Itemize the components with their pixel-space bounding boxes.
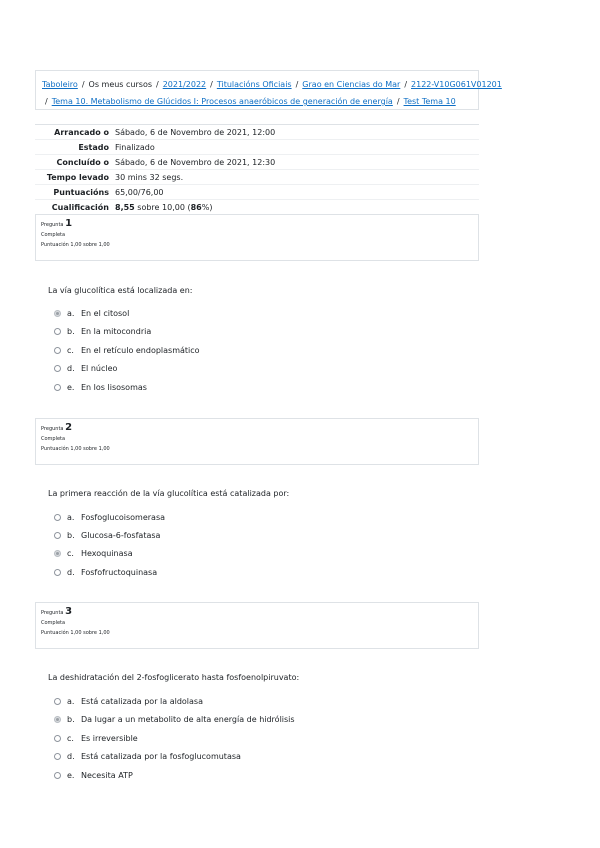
summary-label: Arrancado o bbox=[54, 127, 109, 137]
summary-label: Concluído o bbox=[56, 157, 109, 167]
summary-row-state bbox=[35, 140, 479, 155]
summary-row-started bbox=[35, 125, 479, 140]
answer-option[interactable]: a. Fosfoglucoisomerasa bbox=[54, 511, 165, 523]
breadcrumb-separator: / bbox=[396, 97, 400, 106]
grade-percent: 86 bbox=[190, 202, 202, 212]
radio-icon bbox=[54, 753, 61, 760]
breadcrumb-line-2 bbox=[42, 93, 472, 110]
breadcrumb-line-1 bbox=[42, 76, 502, 93]
question-info-3 bbox=[35, 602, 479, 649]
summary-label: Puntuacións bbox=[53, 187, 109, 197]
breadcrumb-separator: / bbox=[45, 97, 48, 106]
question-text-3: La deshidratación del 2-fosfoglicerato hasta fosfoenolpiruvato: bbox=[48, 673, 300, 682]
radio-selected-icon bbox=[54, 310, 61, 317]
summary-row-time-taken bbox=[35, 170, 479, 185]
breadcrumb-os-meus-cursos: Os meus cursos bbox=[88, 80, 153, 89]
question-number: Pregunta 1 bbox=[41, 218, 73, 229]
answer-option[interactable]: c. En el retículo endoplasmático bbox=[54, 344, 200, 356]
breadcrumb-year[interactable]: 2021/2022 bbox=[162, 80, 207, 89]
answer-option[interactable]: e. Necesita ATP bbox=[54, 769, 133, 781]
breadcrumb-tema[interactable]: Tema 10. Metabolismo de Glúcidos I: Procesos anaeróbicos de generación de energía bbox=[51, 97, 393, 106]
attempt-summary-table bbox=[35, 124, 479, 215]
radio-icon bbox=[54, 772, 61, 779]
answer-option[interactable]: b. Da lugar a un metabolito de alta energía de hidrólisis bbox=[54, 713, 295, 725]
radio-selected-icon bbox=[54, 716, 61, 723]
summary-value: 30 mins 32 segs. bbox=[115, 172, 184, 182]
breadcrumb-separator: / bbox=[210, 80, 213, 89]
radio-icon bbox=[54, 569, 61, 576]
breadcrumb-separator: / bbox=[295, 80, 299, 89]
radio-icon bbox=[54, 347, 61, 354]
summary-label: Tempo levado bbox=[46, 172, 109, 182]
grade-out-of: sobre 10,00 ( bbox=[134, 202, 191, 212]
question-info-2 bbox=[35, 418, 479, 465]
question-status: Completa bbox=[41, 436, 66, 442]
summary-label: Estado bbox=[78, 142, 109, 152]
grade-score: 8,55 bbox=[115, 202, 135, 212]
answer-option[interactable]: a. Está catalizada por la aldolasa bbox=[54, 695, 203, 707]
answer-option[interactable]: b. Glucosa-6-fosfatasa bbox=[54, 529, 160, 541]
radio-icon bbox=[54, 514, 61, 521]
radio-selected-icon bbox=[54, 550, 61, 557]
answer-option[interactable]: b. En la mitocondria bbox=[54, 325, 151, 337]
question-status: Completa bbox=[41, 620, 66, 626]
radio-icon bbox=[54, 532, 61, 539]
answer-option[interactable]: d. El núcleo bbox=[54, 362, 117, 374]
summary-label: Cualificación bbox=[51, 202, 109, 212]
breadcrumb-taboleiro[interactable]: Taboleiro bbox=[42, 80, 78, 89]
breadcrumb-titulacions[interactable]: Titulacións Oficiais bbox=[216, 80, 292, 89]
answer-option[interactable]: d. Está catalizada por la fosfoglucomutasa bbox=[54, 750, 241, 762]
breadcrumb-separator: / bbox=[156, 80, 159, 89]
answer-option[interactable]: c. Hexoquinasa bbox=[54, 547, 133, 559]
answer-option[interactable]: c. Es irreversible bbox=[54, 732, 138, 744]
summary-row-marks bbox=[35, 185, 479, 200]
answer-option[interactable]: e. En los lisosomas bbox=[54, 381, 147, 393]
answer-option[interactable]: d. Fosfofructoquinasa bbox=[54, 566, 157, 578]
breadcrumb-course[interactable]: 2122-V10G061V01201 bbox=[411, 80, 502, 89]
grade-suffix: %) bbox=[201, 202, 213, 212]
breadcrumb-separator: / bbox=[404, 80, 408, 89]
radio-icon bbox=[54, 328, 61, 335]
summary-value: Sábado, 6 de Novembro de 2021, 12:30 bbox=[115, 157, 276, 167]
question-score: Puntuación 1,00 sobre 1,00 bbox=[41, 242, 110, 248]
radio-icon bbox=[54, 384, 61, 391]
question-number: Pregunta 3 bbox=[41, 606, 73, 617]
radio-icon bbox=[54, 698, 61, 705]
summary-row-grade bbox=[35, 200, 479, 215]
breadcrumb-separator: / bbox=[81, 80, 85, 89]
summary-row-completed bbox=[35, 155, 479, 170]
answer-option[interactable]: a. En el citosol bbox=[54, 307, 129, 319]
question-status: Completa bbox=[41, 232, 66, 238]
breadcrumb bbox=[35, 70, 502, 110]
summary-value: 65,00/76,00 bbox=[115, 187, 164, 197]
question-text-1: La vía glucolítica está localizada en: bbox=[48, 286, 193, 295]
question-info-1 bbox=[35, 214, 479, 261]
radio-icon bbox=[54, 735, 61, 742]
radio-icon bbox=[54, 365, 61, 372]
question-score: Puntuación 1,00 sobre 1,00 bbox=[41, 630, 110, 636]
breadcrumb-test[interactable]: Test Tema 10 bbox=[403, 97, 456, 106]
question-number: Pregunta 2 bbox=[41, 422, 73, 433]
question-score: Puntuación 1,00 sobre 1,00 bbox=[41, 446, 110, 452]
question-text-2: La primera reacción de la vía glucolítica está catalizada por: bbox=[48, 489, 290, 498]
summary-value: Sábado, 6 de Novembro de 2021, 12:00 bbox=[115, 127, 276, 137]
summary-grade-value bbox=[115, 203, 479, 212]
summary-value: Finalizado bbox=[115, 142, 155, 152]
breadcrumb-grao[interactable]: Grao en Ciencias do Mar bbox=[302, 80, 401, 89]
